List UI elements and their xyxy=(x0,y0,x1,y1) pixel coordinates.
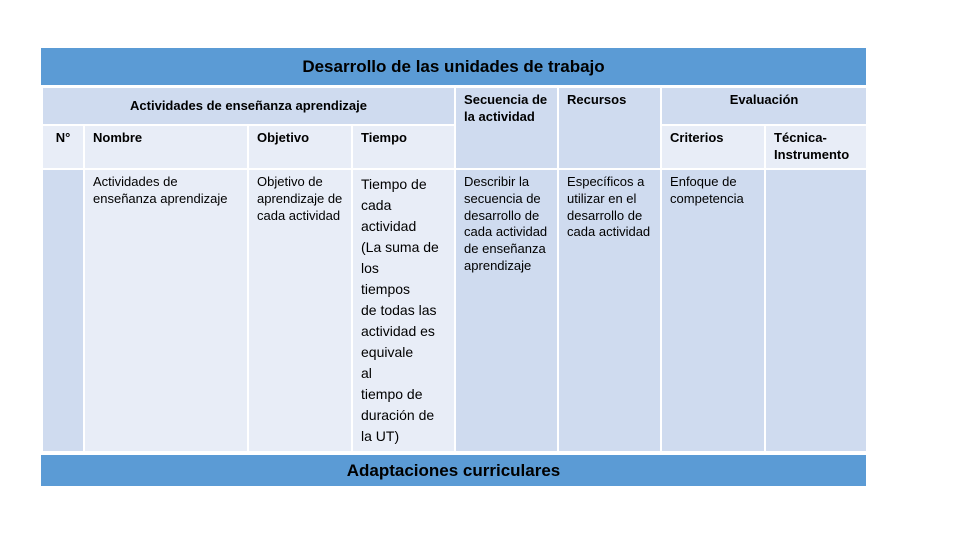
tiempo-line: actividad es xyxy=(361,322,435,339)
tiempo-line: de todas las xyxy=(361,301,437,318)
tiempo-line: tiempos xyxy=(361,280,411,297)
header-evaluacion: Evaluación xyxy=(661,87,867,125)
header-criterios: Criterios xyxy=(661,125,765,169)
work-units-table xyxy=(41,86,868,453)
header-objetivo: Objetivo xyxy=(248,125,352,169)
cell-numero xyxy=(42,169,84,452)
tiempo-line: duración de xyxy=(361,406,435,423)
tiempo-line: actividad xyxy=(361,217,417,234)
cell-nombre: Actividades de enseñanza aprendizaje xyxy=(84,169,248,452)
adaptaciones-title: Adaptaciones curriculares xyxy=(41,455,866,486)
header-tiempo: Tiempo xyxy=(352,125,455,169)
header-tecnica: Técnica-Instrumento xyxy=(765,125,867,169)
header-actividades: Actividades de enseñanza aprendizaje xyxy=(42,87,455,125)
header-nombre: Nombre xyxy=(84,125,248,169)
tiempo-line: (La suma de xyxy=(361,238,439,255)
tiempo-line: cada xyxy=(361,196,392,213)
cell-tecnica xyxy=(765,169,867,452)
tiempo-line: al xyxy=(361,364,372,381)
cell-tiempo xyxy=(352,169,455,452)
header-recursos: Recursos xyxy=(558,87,661,169)
tiempo-line: los xyxy=(361,259,379,276)
cell-recursos: Específicos a utilizar en el desarrollo de cada actividad xyxy=(558,169,661,452)
cell-criterios: Enfoque de competencia xyxy=(661,169,765,452)
section-title: Desarrollo de las unidades de trabajo xyxy=(41,48,866,85)
tiempo-line: Tiempo de xyxy=(361,175,427,192)
tiempo-line: la UT) xyxy=(361,427,400,444)
tiempo-line: equivale xyxy=(361,343,414,360)
header-numero: N° xyxy=(42,125,84,169)
header-secuencia: Secuencia de la actividad xyxy=(455,87,558,169)
cell-secuencia: Describir la secuencia de desarrollo de cada actividad de enseñanza aprendizaje xyxy=(455,169,558,452)
cell-objetivo: Objetivo de aprendizaje de cada actividad xyxy=(248,169,352,452)
tiempo-line: tiempo de xyxy=(361,385,423,402)
